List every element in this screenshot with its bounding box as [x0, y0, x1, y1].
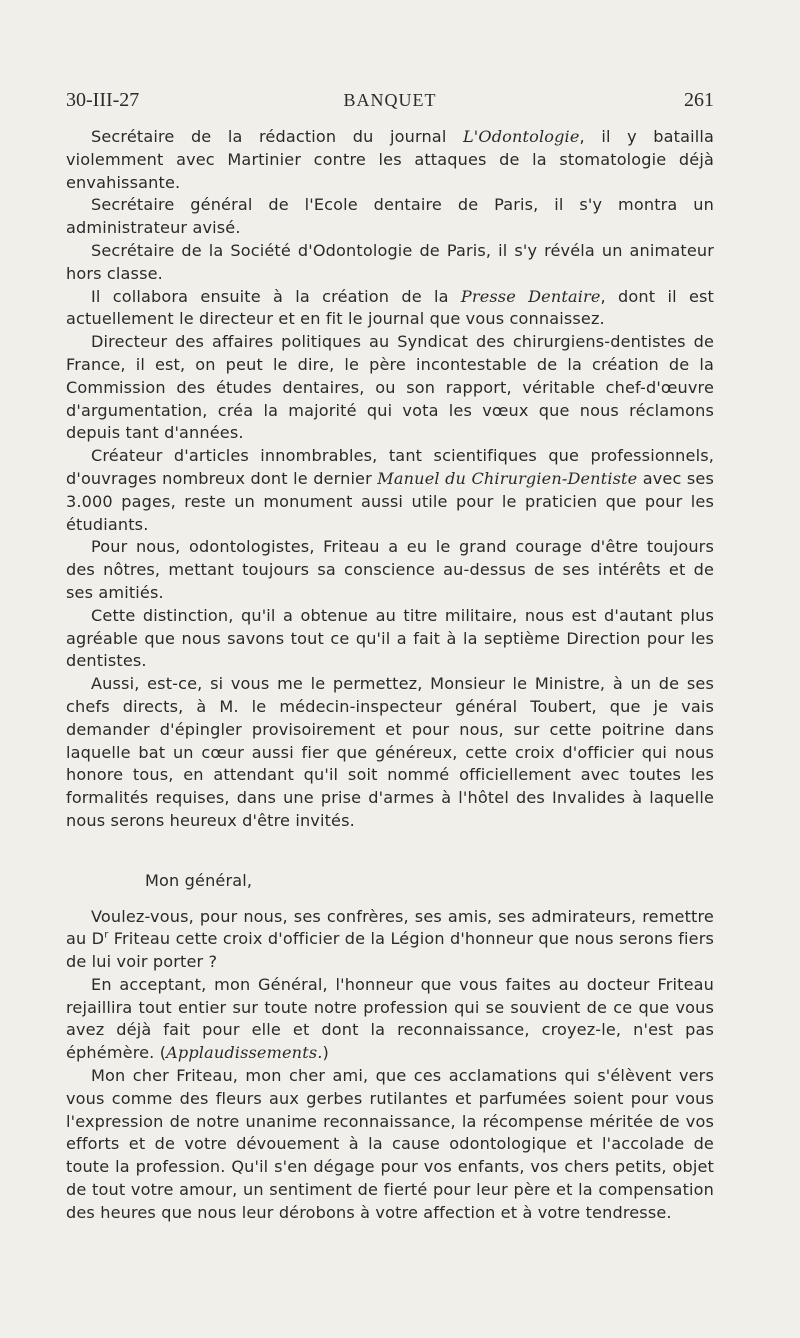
paragraph-4-text-end: , dont il est actuellement le directeur et en fit le journal que vous connaissez. — [66, 286, 714, 329]
paragraph-9: Aussi, est-ce, si vous me le permettez, Monsieur le Ministre, à un de ses chefs directs, à M. le médecin-inspecteur général Toubert, que je vais demander d'épingler provisoirement et pour nous, sur cette poitrine dans laquelle bat un cœur aussi fier que généreux, cette croix d'officier qui nous honore tous, en attendant qu'il soit nommé officiellement avec toutes les formalités requises, dans une prise d'armes à l'hôtel des Invalides à laquelle nous serons heureux d'être invités. — [66, 674, 714, 830]
paragraph-4-text: Il collabora ensuite à la création de la — [91, 286, 461, 306]
doctor-abbrev-sup: r — [104, 929, 109, 941]
closing-paragraph-3: Mon cher Friteau, mon cher ami, que ces acclamations qui s'élèvent vers vous comme des fleurs aux gerbes rutilantes et parfumées soient pour vous l'expression de notre unanime reconnaissance, la récompense méritée de vos efforts et de votre dévouement à la cause odontologique et l'accolade de toute la profession. Qu'il s'en dégage pour vos enfants, vos chers petits, objet de tout votre amour, un sentiment de fierté pour leur père et la compensation des heures que nous leur dérobons à votre affection et à votre tendresse. — [66, 1066, 714, 1222]
closing-paragraph-1 — [66, 906, 714, 974]
closing-paragraph-2 — [66, 974, 714, 1065]
paragraph-5: Directeur des affaires politiques au Syndicat des chirurgiens-dentistes de France, il est, on peut le dire, le père incontestable de la création de la Commission des études dentaires, ou son rapport, véritable chef-d'œuvre d'argumentation, créa la majorité qui vota les vœux que nous réclamons depuis tant d'années. — [66, 332, 714, 443]
paragraph-6-text-end: avec ses 3.000 pages, reste un monument aussi utile pour le praticien que pour les étudiants. — [66, 468, 714, 534]
journal-title-odontologie: L'Odontologie — [462, 127, 580, 146]
salutation: Mon général, — [145, 870, 253, 890]
paragraph-1-text-end: , il y batailla violemment avec Martinier contre les attaques de la stomatologie déjà envahissante. — [66, 127, 714, 192]
paragraph-8: Cette distinction, qu'il a obtenue au titre militaire, nous est d'autant plus agréable que nous savons tout ce qu'il a fait à la septième Direction pour les dentistes. — [66, 605, 714, 671]
page-number: 261 — [684, 89, 714, 111]
paragraph-7: Pour nous, odontologistes, Friteau a eu le grand courage d'être toujours des nôtres, mettant toujours sa conscience au-dessus de ses intérêts et de ses amitiés. — [66, 537, 714, 602]
paragraph-6 — [66, 445, 714, 536]
paragraph-1 — [66, 126, 714, 194]
closing-paragraph-1-text-end: Friteau cette croix d'officier de la Légion d'honneur que nous serons fiers de lui voir porter ? — [66, 929, 714, 972]
header-title: BANQUET — [343, 90, 437, 110]
page-header — [66, 89, 714, 115]
closing-paragraph-1-text: Voulez-vous, pour nous, ses confrères, ses amis, ses admirateurs, remettre au D — [66, 906, 714, 949]
closing-paragraph-2-text-end: ) — [322, 1043, 329, 1063]
paragraph-2: Secrétaire général de l'Ecole dentaire de Paris, il s'y montra un administrateur avisé. — [66, 195, 714, 238]
paragraph-1-text: Secrétaire de la rédaction du journal — [91, 127, 463, 146]
closing-paragraph-2-text: En acceptant, mon Général, l'honneur que vous faites au docteur Friteau rejaillira tout entier sur toute notre profession qui se souvient de ce que vous avez déjà fait pour elle et dont la reconnaissance, croyez-le, n'est pas éphémère. ( — [66, 974, 714, 1063]
paragraph-4 — [66, 286, 714, 332]
journal-title-presse-dentaire: Presse Dentaire — [460, 286, 601, 306]
paragraph-3: Secrétaire de la Société d'Odontologie de Paris, il s'y révéla un animateur hors classe. — [66, 240, 714, 283]
book-title-manuel: Manuel du Chirurgien-Dentiste — [377, 468, 638, 488]
applause-note: Applaudissements. — [166, 1043, 323, 1063]
header-date: 30-III-27 — [66, 89, 140, 111]
paragraph-6-text: Créateur d'articles innombrables, tant scientifiques que professionnels, d'ouvrages nombreux dont le dernier — [66, 446, 714, 488]
body-text — [66, 126, 714, 1225]
